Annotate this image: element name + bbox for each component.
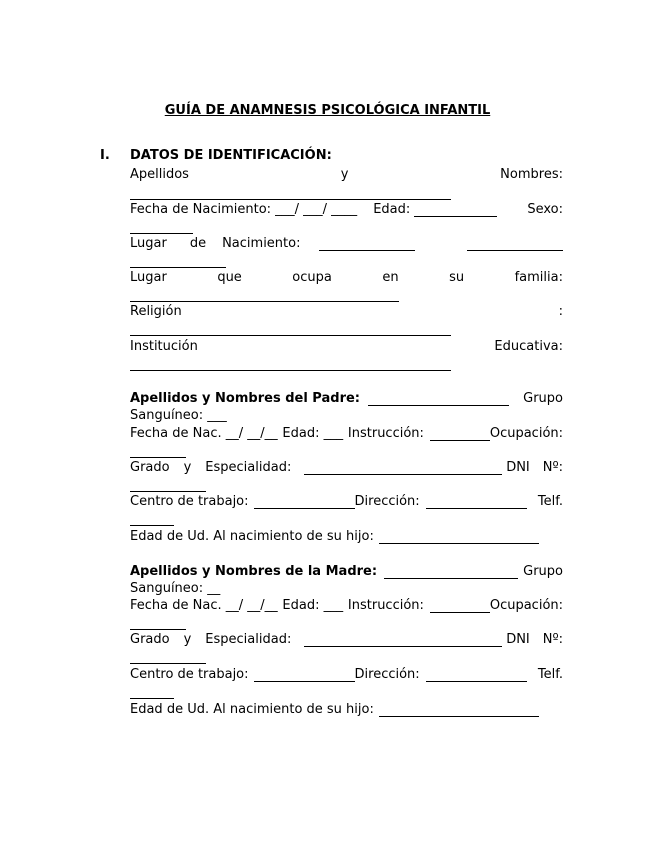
mother-grade-row (130, 630, 563, 647)
child-family-word-3: ocupa (292, 270, 332, 285)
father-work-field[interactable] (254, 495, 355, 509)
father-age-at-birth-label: Edad de Ud. Al nacimiento de su hijo: (130, 529, 374, 544)
mother-phone-label: Telf. (537, 667, 563, 682)
father-grupo-label: Grupo (523, 391, 563, 406)
mother-occupation-line-row (130, 613, 563, 630)
child-school-field[interactable] (130, 357, 451, 371)
father-dni-num-label: Nº: (542, 460, 563, 475)
child-birthplace-word-2: de (189, 236, 207, 251)
father-y-label: y (183, 460, 192, 475)
mother-blood-label: Sanguíneo: __ (130, 581, 221, 596)
father-age-at-birth-row (130, 527, 563, 544)
mother-birthdate-label: Fecha de Nac. __/ __/__ (130, 598, 278, 613)
page-title: GUÍA DE ANAMNESIS PSICOLÓGICA INFANTIL (164, 103, 491, 118)
mother-specialty-field[interactable] (304, 633, 502, 647)
mother-age-at-birth-label: Edad de Ud. Al nacimiento de su hijo: (130, 702, 374, 717)
mother-work-field[interactable] (254, 668, 355, 682)
father-grade-row (130, 458, 563, 475)
child-family-word-1: Lugar (130, 270, 167, 285)
child-nombres-label: Nombres: (500, 167, 563, 182)
mother-phone-field[interactable] (130, 685, 174, 699)
child-religion-label: Religión (130, 304, 182, 319)
mother-dni-label: DNI (506, 632, 530, 647)
child-school-label-2: Educativa: (494, 339, 563, 354)
father-grade-label: Grado (130, 460, 170, 475)
father-specialty-label: Especialidad: (205, 460, 292, 475)
child-family-line-row (130, 285, 563, 302)
mother-dni-line-row (130, 647, 563, 664)
child-family-field[interactable] (130, 288, 399, 302)
mother-instruction-field[interactable] (430, 599, 490, 613)
child-birthplace-word-1: Lugar (130, 236, 167, 251)
child-religion-colon: : (558, 304, 563, 319)
father-dni-field[interactable] (130, 478, 206, 492)
child-y-label: y (340, 167, 349, 182)
father-specialty-field[interactable] (304, 461, 502, 475)
father-heading-row (130, 389, 563, 406)
child-family-word-4: en (382, 270, 399, 285)
child-birthplace-field-2[interactable] (467, 237, 563, 251)
mother-phone-line-row (130, 682, 563, 699)
father-work-label: Centro de trabajo: (130, 494, 249, 509)
child-names-field[interactable] (130, 186, 451, 200)
father-names-field[interactable] (368, 392, 509, 406)
father-instruction-label: Instrucción: (347, 426, 424, 441)
mother-heading: Apellidos y Nombres de la Madre: (130, 564, 378, 579)
child-sex-field[interactable] (130, 220, 193, 234)
father-address-field[interactable] (426, 495, 527, 509)
father-heading: Apellidos y Nombres del Padre: (130, 391, 360, 406)
child-religion-line-row (130, 319, 563, 336)
mother-grade-label: Grado (130, 632, 170, 647)
father-occupation-line-row (130, 441, 563, 458)
father-phone-field[interactable] (130, 512, 174, 526)
child-school-line-row (130, 354, 563, 371)
father-phone-label: Telf. (537, 494, 563, 509)
mother-age-at-birth-field[interactable] (379, 703, 539, 717)
child-birthplace-row (130, 234, 563, 251)
child-birth-row (130, 200, 563, 217)
section-number: I. (100, 148, 110, 163)
mother-work-label: Centro de trabajo: (130, 667, 249, 682)
child-birthplace-field-3[interactable] (130, 254, 226, 268)
father-phone-line-row (130, 509, 563, 526)
father-instruction-field[interactable] (430, 427, 490, 441)
child-family-word-6: familia: (514, 270, 563, 285)
mother-occupation-field[interactable] (130, 616, 186, 630)
child-sex-line-row (130, 217, 563, 234)
mother-names-field[interactable] (384, 565, 518, 579)
mother-address-field[interactable] (426, 668, 527, 682)
father-age-at-birth-field[interactable] (379, 530, 539, 544)
child-family-place-row (130, 268, 563, 285)
father-age-label: Edad: ___ (282, 426, 344, 441)
child-school-row (130, 337, 563, 354)
mother-y-label: y (183, 632, 192, 647)
child-religion-row (130, 302, 563, 319)
child-birthplace-field-1[interactable] (319, 237, 415, 251)
mother-age-at-birth-row (130, 700, 563, 717)
child-family-word-2: que (217, 270, 242, 285)
father-work-row (130, 492, 563, 509)
mother-age-label: Edad: ___ (282, 598, 344, 613)
father-occupation-field[interactable] (130, 444, 186, 458)
child-religion-field[interactable] (130, 322, 451, 336)
father-occupation-label: Ocupación: (489, 426, 564, 441)
child-age-field[interactable] (414, 203, 497, 217)
child-names-label-row (130, 165, 563, 182)
child-apellidos-label: Apellidos (130, 167, 189, 182)
father-blood-label: Sanguíneo: ___ (130, 408, 227, 423)
mother-dni-num-label: Nº: (542, 632, 563, 647)
father-birth-row (130, 424, 563, 441)
mother-address-label: Dirección: (354, 667, 420, 682)
child-age-label: Edad: (373, 202, 411, 217)
child-birthplace-line-row (130, 251, 563, 268)
mother-birth-row (130, 596, 563, 613)
father-address-label: Dirección: (354, 494, 420, 509)
mother-dni-field[interactable] (130, 650, 206, 664)
child-names-line-row (130, 183, 563, 200)
child-family-word-5: su (449, 270, 465, 285)
father-dni-label: DNI (506, 460, 530, 475)
mother-instruction-label: Instrucción: (347, 598, 424, 613)
mother-blood-row (130, 579, 563, 596)
mother-specialty-label: Especialidad: (205, 632, 292, 647)
father-birthdate-label: Fecha de Nac. __/ __/__ (130, 426, 278, 441)
child-sex-label: Sexo: (527, 202, 563, 217)
section-title: DATOS DE IDENTIFICACIÓN: (130, 148, 332, 163)
mother-work-row (130, 665, 563, 682)
mother-heading-row (130, 562, 563, 579)
child-school-label-1: Institución (130, 339, 198, 354)
father-blood-row (130, 406, 563, 423)
mother-occupation-label: Ocupación: (489, 598, 564, 613)
child-birthplace-word-3: Nacimiento: (222, 236, 301, 251)
child-birthdate-label: Fecha de Nacimiento: ___/ ___/ ____ (130, 202, 358, 217)
father-dni-line-row (130, 475, 563, 492)
mother-grupo-label: Grupo (523, 564, 563, 579)
